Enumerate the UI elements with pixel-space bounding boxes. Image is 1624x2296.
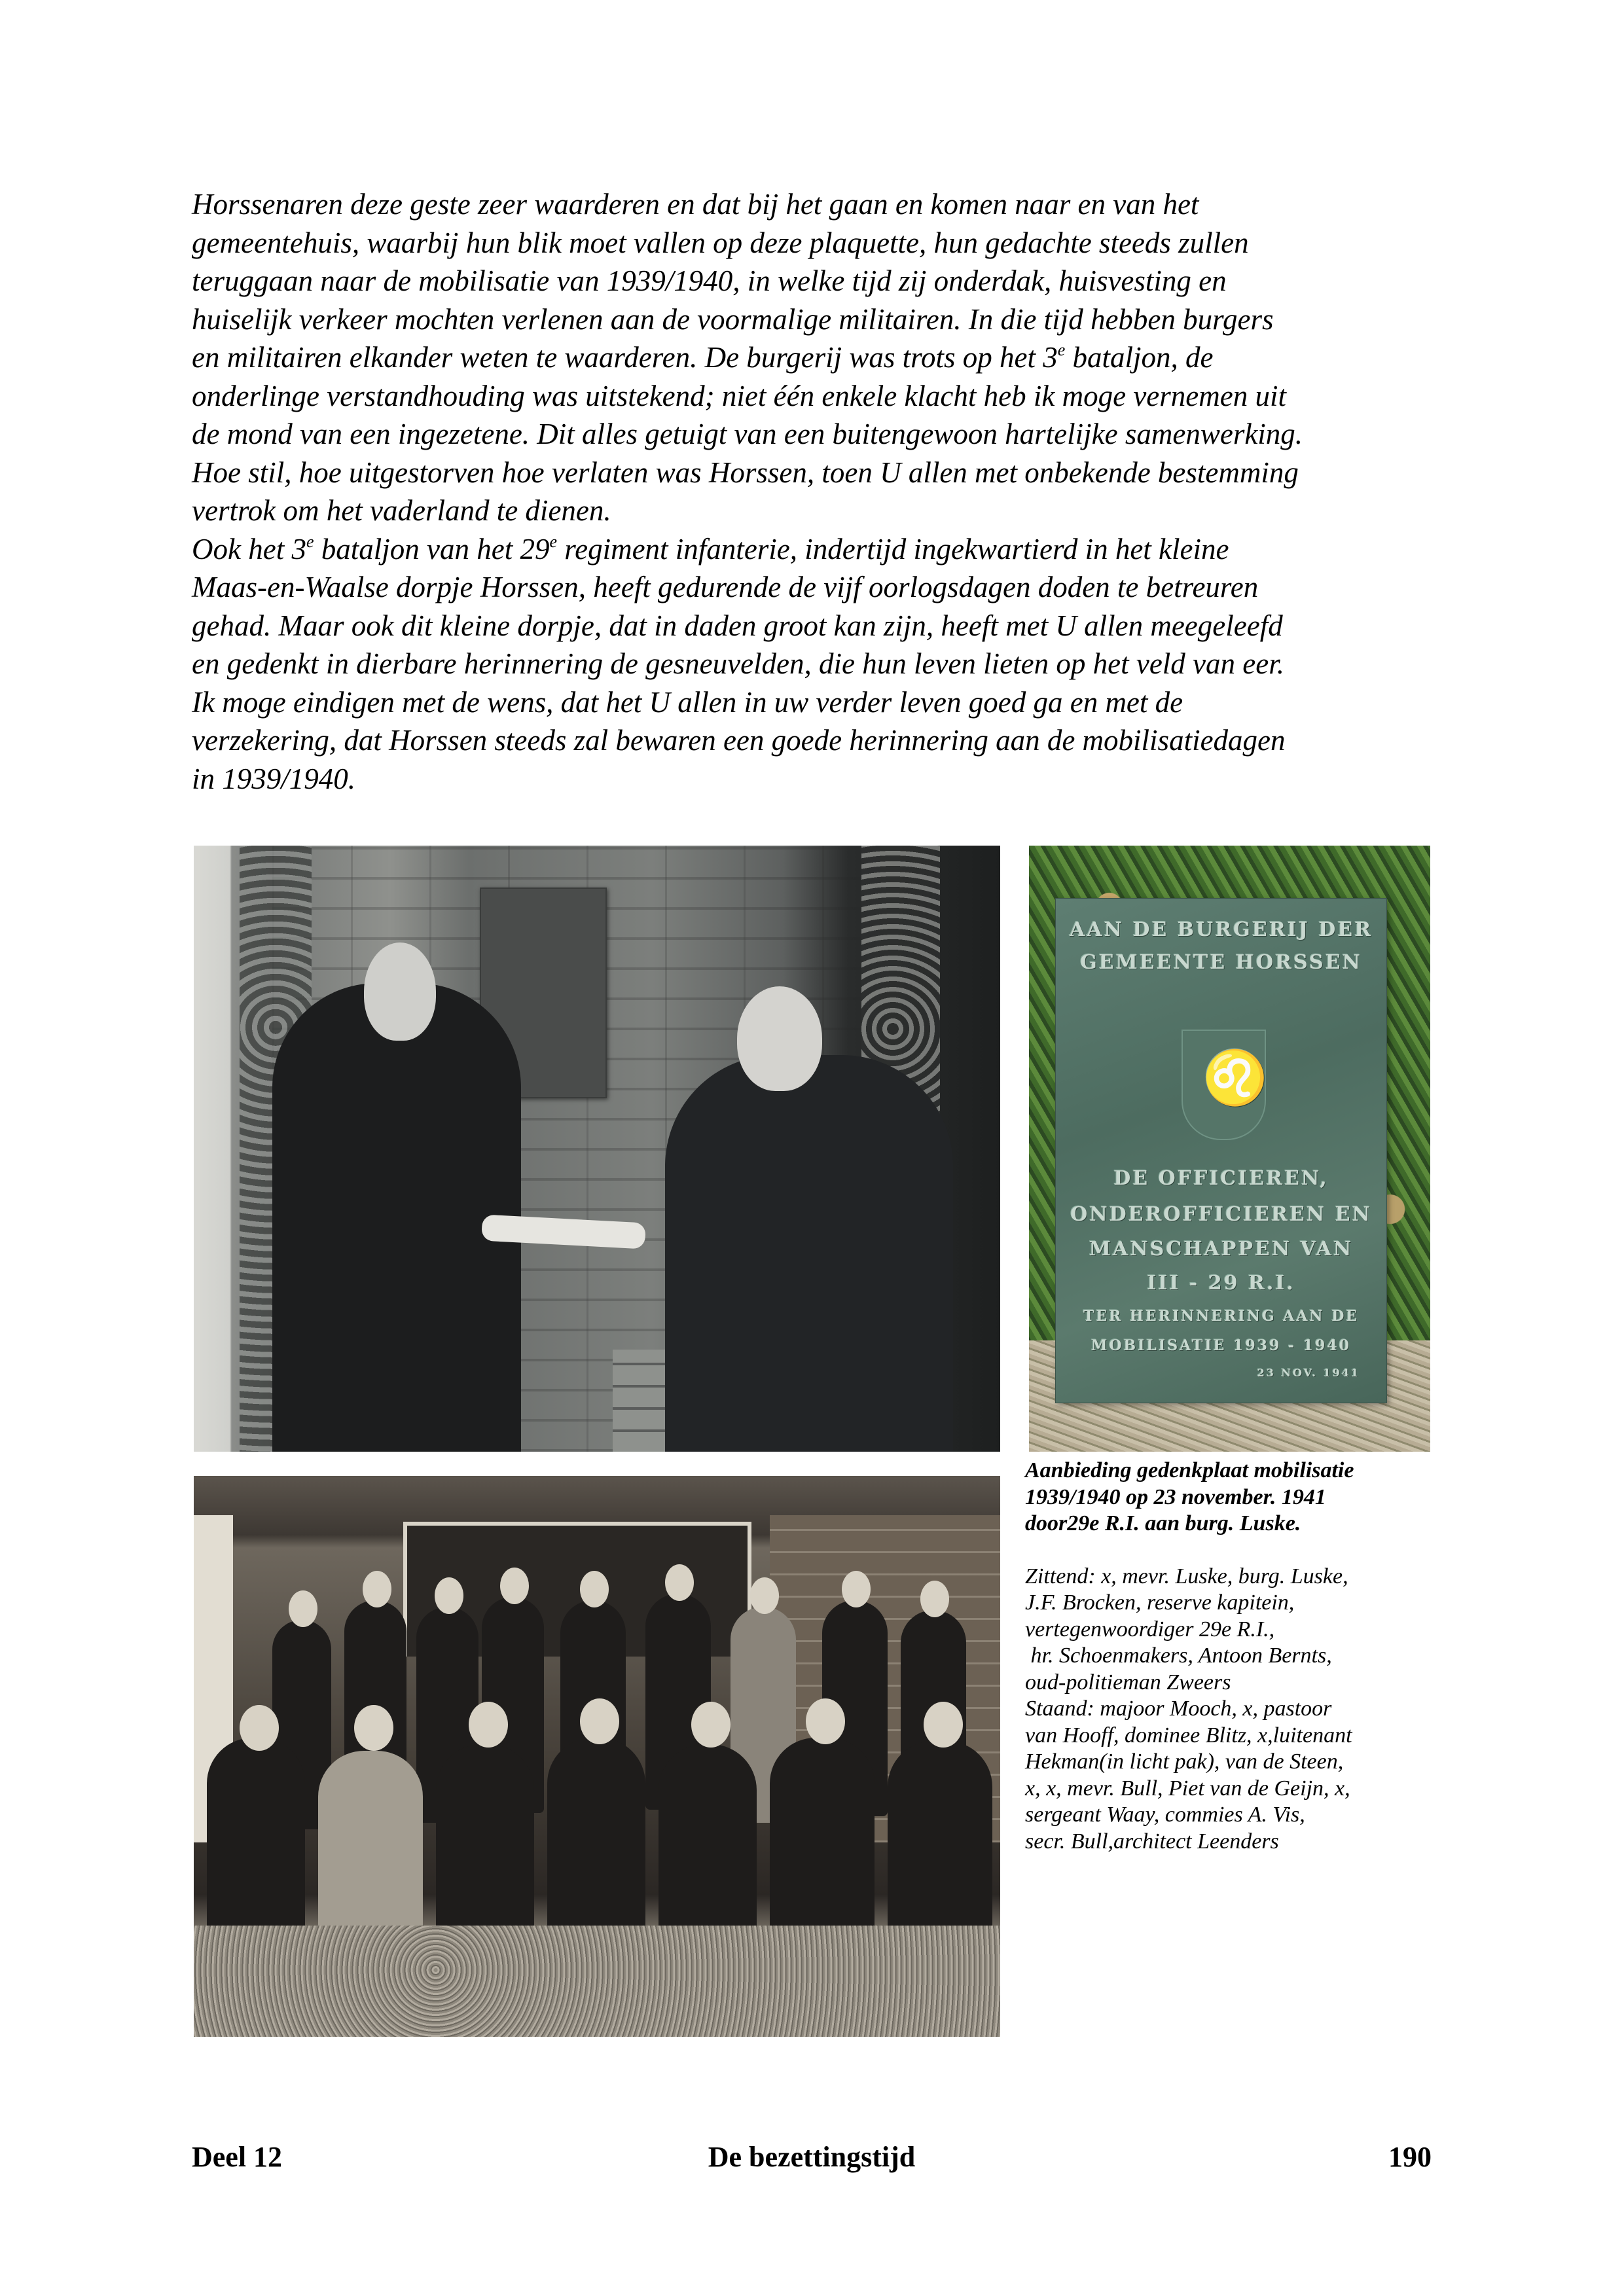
body-line: gehad. Maar ook dit kleine dorpje, dat in daden groot kan zijn, heeft met U allen meegeleefd (192, 609, 1283, 642)
body-line: in 1939/1940. (192, 762, 356, 795)
head (920, 1581, 949, 1617)
head (580, 1571, 609, 1607)
caption-line: secr. Bull,architect Leenders (1025, 1829, 1279, 1854)
officer-head (737, 986, 822, 1091)
plaque-photo (1029, 846, 1430, 1452)
body-line: verzekering, dat Horssen steeds zal bewaren een goede herinnering aan de mobilisatiedagen (192, 724, 1286, 757)
caption-body (1025, 1564, 1444, 1856)
head (580, 1698, 619, 1744)
seated-person (436, 1744, 534, 1954)
body-line: vertrok om het vaderland te dienen. (192, 494, 611, 527)
head (691, 1702, 731, 1748)
text-run: en militairen elkander weten te waarderen. De burgerij was trots op het 3 (192, 341, 1058, 374)
seated-woman (318, 1751, 423, 1954)
caption-line: sergeant Waay, commies A. Vis, (1025, 1803, 1305, 1827)
caption-line: x, x, mevr. Bull, Piet van de Geijn, x, (1025, 1776, 1350, 1801)
caption-line: Staand: majoor Mooch, x, pastoor (1025, 1696, 1332, 1721)
head (289, 1590, 317, 1627)
plaque-text: AAN DE BURGERIJ DER (1069, 918, 1373, 941)
head (363, 1571, 391, 1607)
body-line: Maas-en-Waalse dorpje Horssen, heeft gedurende de vijf oorlogsdagen doden te betreuren (192, 571, 1259, 603)
head (354, 1705, 393, 1751)
footer-part: Deel 12 (192, 2141, 283, 2173)
body-line: huiselijk verkeer mochten verlenen aan de voormalige militairen. In die tijd hebben burgers (192, 302, 1274, 336)
body-line: en gedenkt in dierbare herinnering de gesneuvelden, die hun leven lieten op het veld van eer. (192, 647, 1284, 680)
body-line (192, 530, 1449, 569)
body-line: Ik moge eindigen met de wens, dat het U allen in uw verder leven goed ga en met de (192, 685, 1183, 719)
head (435, 1577, 463, 1614)
seated-person (770, 1738, 875, 1954)
seated-person (547, 1738, 645, 1954)
caption-line: oud-politieman Zweers (1025, 1670, 1231, 1695)
head (806, 1698, 845, 1744)
body-line (192, 338, 1449, 377)
gravel-ground (194, 1926, 1000, 2037)
text-run: Ook het 3 (192, 532, 306, 565)
caption-title-line: Aanbieding gedenkplaat mobilisatie (1025, 1458, 1354, 1482)
caption-title (1025, 1458, 1444, 1537)
seated-person (659, 1744, 757, 1954)
body-line: teruggaan naar de mobilisatie van 1939/1940, in welke tijd zij onderdak, huisvesting en (192, 264, 1227, 297)
body-line: Hoe stil, hoe uitgestorven hoe verlaten was Horssen, toen U allen met onbekende bestemming (192, 456, 1299, 489)
plaque-text: MANSCHAPPEN VAN (1089, 1238, 1354, 1261)
head (240, 1705, 279, 1751)
seated-person (207, 1738, 305, 1954)
footer-chapter: De bezettingstijd (708, 2141, 916, 2173)
head (665, 1564, 694, 1601)
photo-caption (1025, 1458, 1444, 1855)
caption-line: J.F. Brocken, reserve kapitein, (1025, 1590, 1295, 1615)
ceremony-photo (194, 846, 1000, 1452)
mayor-figure (272, 983, 521, 1452)
caption-line: hr. Schoenmakers, Antoon Bernts, (1025, 1643, 1332, 1668)
body-line: de mond van een ingezetene. Dit alles getuigt van een buitengewoon hartelijke samenwerking. (192, 418, 1303, 450)
group-photo (194, 1476, 1000, 2037)
coat-of-arms-icon: ♌ (1182, 1030, 1266, 1140)
mayor-head (364, 942, 436, 1041)
caption-line: Hekman(in licht pak), van de Steen, (1025, 1749, 1344, 1774)
plaque-text: ONDEROFFICIEREN EN (1070, 1203, 1372, 1226)
memorial-plaque (1055, 898, 1387, 1403)
plaque-text: TER HERINNERING AAN DE (1083, 1308, 1360, 1325)
head (924, 1702, 963, 1748)
plaque-date: 23 NOV. 1941 (1257, 1367, 1360, 1379)
page-number: 190 (1388, 2141, 1432, 2173)
caption-line: van Hooff, dominee Blitz, x,luitenant (1025, 1723, 1352, 1748)
text-run: bataljon, de (1065, 341, 1214, 374)
ordinal-superscript: e (549, 531, 558, 551)
plaque-text: DE OFFICIEREN, (1113, 1167, 1329, 1190)
page-footer (192, 2139, 1432, 2178)
body-line: onderlinge verstandhouding was uitstekend; niet één enkele klacht heb ik moge vernemen uit (192, 379, 1286, 412)
caption-title-line: 1939/1940 op 23 november. 1941 (1025, 1484, 1326, 1509)
head (469, 1702, 508, 1748)
ordinal-superscript: e (306, 531, 314, 551)
head (842, 1571, 871, 1607)
body-text (192, 185, 1449, 798)
body-line: gemeentehuis, waarbij hun blik moet vallen op deze plaquette, hun gedachte steeds zullen (192, 226, 1249, 259)
plaque-text: III - 29 R.I. (1147, 1272, 1295, 1295)
text-run: bataljon van het 29 (314, 532, 550, 565)
plaque-text: GEMEENTE HORSSEN (1080, 951, 1362, 974)
caption-line: vertegenwoordiger 29e R.I., (1025, 1617, 1275, 1641)
seated-person (888, 1741, 992, 1954)
officer-figure (665, 1055, 953, 1452)
head (500, 1568, 529, 1604)
plaque-text: MOBILISATIE 1939 - 1940 (1091, 1337, 1351, 1354)
caption-line: Zittend: x, mevr. Luske, burg. Luske, (1025, 1564, 1348, 1588)
body-line: Horssenaren deze geste zeer waarderen en dat bij het gaan en komen naar en van het (192, 188, 1199, 221)
caption-title-line: door29e R.I. aan burg. Luske. (1025, 1511, 1301, 1535)
ordinal-superscript: e (1057, 340, 1066, 359)
text-run: regiment infanterie, indertijd ingekwartierd in het kleine (557, 532, 1229, 565)
head (750, 1577, 779, 1614)
